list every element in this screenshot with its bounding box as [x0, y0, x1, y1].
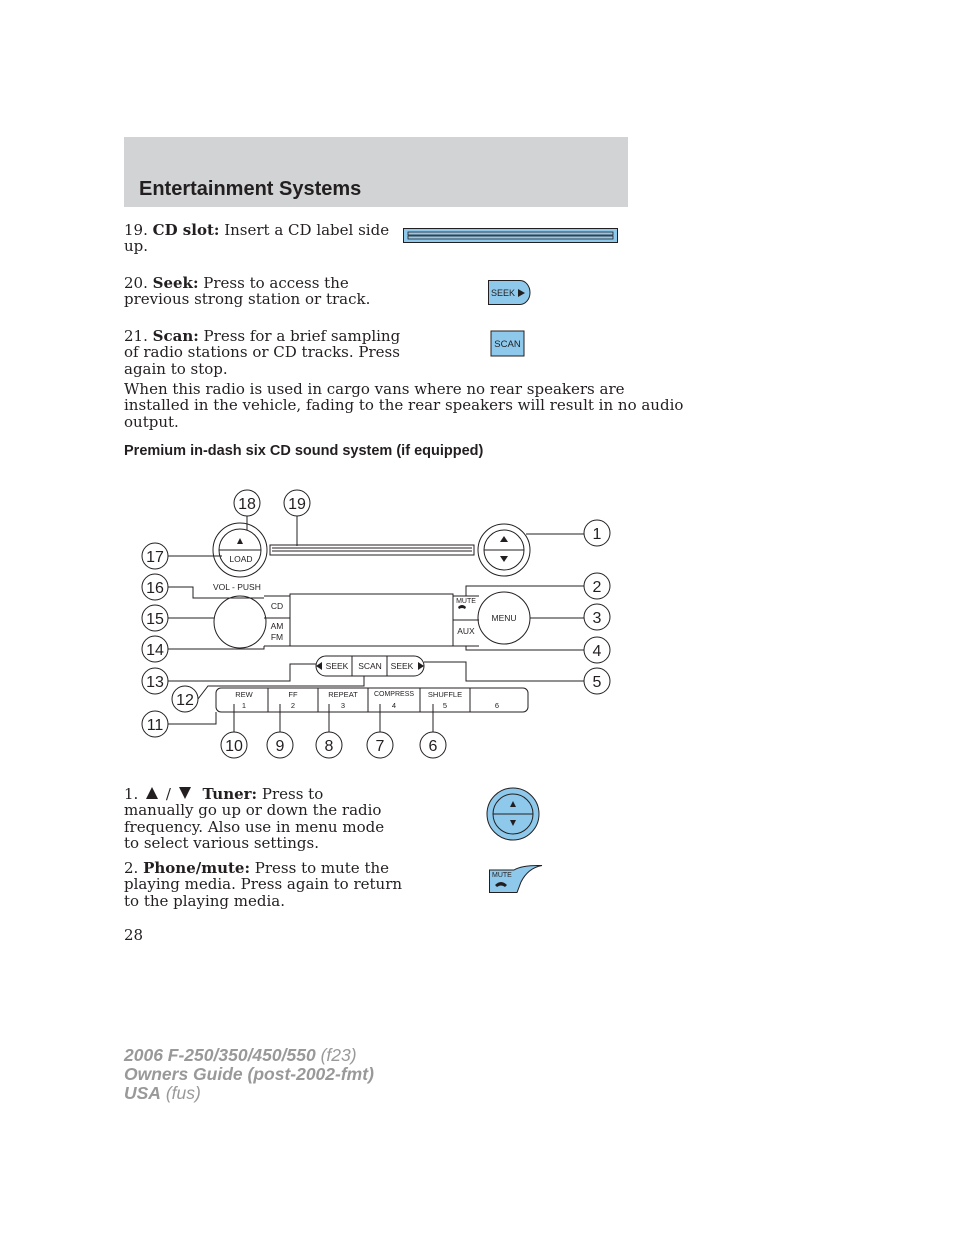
callout-8: 8 [324, 738, 334, 755]
svg-text:FF: FF [288, 690, 298, 699]
page-title: Entertainment Systems [139, 178, 362, 200]
svg-text:COMPRESS: COMPRESS [373, 691, 415, 698]
diagram-volume-knob [214, 596, 266, 648]
callout-16: 16 [146, 580, 164, 597]
callout-12: 12 [176, 692, 194, 709]
item-tuner: 1. / Tuner: Press to manually go up or down the radio frequency. Also use in menu mode to select various settings. [124, 785, 385, 852]
svg-text:2: 2 [290, 701, 296, 710]
arrow-up-icon [145, 786, 159, 800]
svg-text:REPEAT: REPEAT [328, 690, 358, 699]
cargo-note: When this radio is used in cargo vans where no rear speakers are installed in the vehicle, fading to the rear speakers will result in no audio output. [124, 380, 684, 431]
svg-text:CD: CD [270, 601, 284, 611]
callout-15: 15 [146, 611, 164, 628]
svg-text:5: 5 [442, 701, 448, 710]
svg-text:MENU: MENU [491, 613, 517, 623]
svg-text:VOL - PUSH: VOL - PUSH [213, 582, 261, 592]
svg-text:FM: FM [270, 632, 284, 642]
callout-7: 7 [375, 738, 385, 755]
callout-13: 13 [146, 674, 164, 691]
svg-text:SEEK: SEEK [390, 661, 414, 671]
callout-2: 2 [592, 579, 602, 596]
callout-10: 10 [225, 738, 243, 755]
callout-17: 17 [146, 549, 164, 566]
document-footer: 2006 F-250/350/450/550 (f23) Owners Guide (post-2002-fmt) USA (fus) [124, 1045, 374, 1103]
callout-6: 6 [428, 738, 438, 755]
callout-1: 1 [592, 526, 602, 543]
callout-3: 3 [592, 610, 602, 627]
svg-text:REW: REW [235, 690, 253, 699]
item-seek: 20. Seek: Press to access the previous strong station or track. [124, 274, 371, 309]
page-number: 28 [124, 926, 144, 944]
diagram-cd-slot [270, 545, 474, 555]
svg-text:AUX: AUX [457, 626, 475, 636]
svg-text:4: 4 [391, 701, 397, 710]
svg-text:LOAD: LOAD [229, 554, 253, 564]
tuner-knob-icon [485, 786, 541, 842]
callout-19: 19 [288, 496, 306, 513]
callout-4: 4 [592, 643, 602, 660]
item-cd-slot: 19. CD slot: Insert a CD label side up. [124, 221, 390, 256]
svg-text:6: 6 [494, 701, 500, 710]
svg-text:MUTE: MUTE [456, 598, 476, 605]
svg-text:SEEK: SEEK [491, 288, 516, 298]
item-scan: 21. Scan: Press for a brief sampling of radio stations or CD tracks. Press again to stop. [124, 327, 401, 378]
svg-text:3: 3 [340, 701, 346, 710]
svg-text:SEEK: SEEK [325, 661, 349, 671]
arrow-down-icon [178, 786, 192, 800]
svg-text:SCAN: SCAN [358, 661, 382, 671]
section-heading: Premium in-dash six CD sound system (if equipped) [124, 443, 484, 459]
svg-text:MUTE: MUTE [492, 872, 512, 879]
callout-14: 14 [146, 642, 164, 659]
diagram-display [290, 594, 453, 646]
callout-11: 11 [146, 717, 164, 734]
callout-9: 9 [275, 738, 285, 755]
diagram-preset-bar [216, 688, 528, 712]
svg-text:SHUFFLE: SHUFFLE [427, 690, 463, 699]
callout-5: 5 [592, 674, 602, 691]
svg-text:AM: AM [270, 621, 284, 631]
svg-text:1: 1 [241, 701, 247, 710]
mute-button-icon [488, 864, 544, 894]
item-phone-mute: 2. Phone/mute: Press to mute the playing media. Press again to return to the playing media. [124, 859, 403, 910]
svg-text:SCAN: SCAN [494, 339, 521, 350]
callout-18: 18 [238, 496, 256, 513]
preset-labels [235, 690, 499, 710]
